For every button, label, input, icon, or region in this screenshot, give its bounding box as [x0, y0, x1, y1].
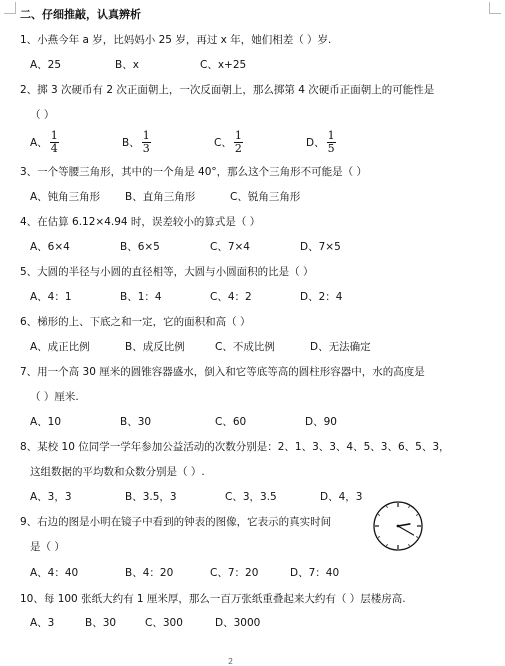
question-7-text-cont: （ ）厘米.	[30, 391, 79, 403]
fraction	[50, 130, 59, 155]
option-d[interactable]: D、2：4	[300, 291, 343, 303]
option-a[interactable]: A、4：1	[30, 291, 72, 303]
page-number: 2	[228, 657, 234, 666]
question-3-text: 3、一个等腰三角形，其中的一个角是 40°，那么这个三角形不可能是（ ）	[20, 166, 367, 178]
option-b[interactable]: B、直角三角形	[125, 191, 196, 203]
option-c[interactable]: C、7：20	[210, 567, 259, 579]
question-2-text: 2、掷 3 次硬币有 2 次正面朝上，一次反面朝上，那么掷第 4 次硬币正面朝上的可能性是	[20, 84, 435, 96]
question-10-text: 10、每 100 张纸大约有 1 厘米厚，那么一百万张纸重叠起来大约有（ ）层楼房高.	[20, 593, 406, 605]
option-a[interactable]: A、钝角三角形	[30, 191, 101, 203]
question-6-text: 6、梯形的上、下底之和一定，它的面积和高（ ）	[20, 316, 251, 328]
option-a[interactable]	[30, 130, 59, 155]
fraction	[142, 130, 151, 155]
denominator: 5	[327, 142, 335, 155]
denominator: 4	[50, 142, 58, 155]
numerator: 1	[50, 129, 58, 142]
option-c[interactable]	[214, 130, 243, 155]
mirror-clock-figure	[372, 500, 424, 552]
question-4-text: 4、在估算 6.12×4.94 时，误差较小的算式是（ ）	[20, 216, 261, 228]
option-a[interactable]: A、10	[30, 416, 62, 428]
numerator: 1	[142, 129, 150, 142]
fraction	[234, 130, 243, 155]
question-1-text: 1、小燕今年 a 岁，比妈妈小 25 岁，再过 x 年，她们相差（ ）岁.	[20, 34, 332, 46]
option-a[interactable]: A、成正比例	[30, 341, 90, 353]
fraction	[327, 130, 336, 155]
section-title: 二、仔细推敲，认真辨析	[20, 8, 141, 21]
crop-mark-top-left	[4, 2, 16, 14]
option-c[interactable]: C、4：2	[210, 291, 252, 303]
option-c[interactable]: C、x+25	[200, 59, 247, 71]
denominator: 2	[234, 142, 242, 155]
option-b[interactable]: B、30	[120, 416, 152, 428]
question-8-text-cont: 这组数据的平均数和众数分别是（ ）.	[30, 466, 205, 478]
option-b[interactable]: B、1：4	[120, 291, 162, 303]
option-a[interactable]: A、4：40	[30, 567, 79, 579]
option-c[interactable]: C、60	[215, 416, 247, 428]
option-b[interactable]: B、成反比例	[125, 341, 185, 353]
option-c[interactable]: C、300	[145, 617, 183, 629]
option-b[interactable]	[122, 130, 151, 155]
question-9-text-cont: 是（ ）	[30, 541, 65, 553]
option-label: A、	[30, 137, 48, 149]
clock-center	[397, 525, 400, 528]
option-c[interactable]: C、锐角三角形	[230, 191, 301, 203]
option-d[interactable]: D、7×5	[300, 241, 341, 253]
option-d[interactable]: D、无法确定	[310, 341, 371, 353]
option-label: D、	[306, 137, 325, 149]
option-c[interactable]: C、7×4	[210, 241, 250, 253]
option-b[interactable]: B、x	[115, 59, 139, 71]
question-2-text-cont: （ ）	[30, 109, 55, 121]
option-b[interactable]: B、3.5，3	[125, 491, 177, 503]
option-c[interactable]: C、不成比例	[215, 341, 275, 353]
option-d[interactable]	[306, 130, 336, 155]
option-a[interactable]: A、3，3	[30, 491, 72, 503]
option-d[interactable]: D、90	[305, 416, 337, 428]
numerator: 1	[327, 129, 335, 142]
option-d[interactable]: D、7：40	[290, 567, 340, 579]
question-9-text: 9、右边的图是小明在镜子中看到的钟表的图像，它表示的真实时间	[20, 516, 332, 528]
option-d[interactable]: D、3000	[215, 617, 261, 629]
question-7-text: 7、用一个高 30 厘米的圆锥容器盛水，倒入和它等底等高的圆柱形容器中，水的高度是	[20, 366, 425, 378]
option-label: C、	[214, 137, 232, 149]
option-c[interactable]: C、3，3.5	[225, 491, 277, 503]
option-a[interactable]: A、25	[30, 59, 62, 71]
option-b[interactable]: B、6×5	[120, 241, 160, 253]
option-label: B、	[122, 137, 140, 149]
denominator: 3	[142, 142, 150, 155]
option-b[interactable]: B、30	[85, 617, 117, 629]
question-8-text: 8、某校 10 位同学一学年参加公益活动的次数分别是：2、1、3、3、4、5、3、6、5、3，	[20, 441, 450, 453]
question-5-text: 5、大圆的半径与小圆的直径相等，大圆与小圆面积的比是（ ）	[20, 266, 314, 278]
crop-mark-top-right	[489, 2, 501, 14]
option-a[interactable]: A、3	[30, 617, 55, 629]
option-d[interactable]: D、4，3	[320, 491, 363, 503]
option-b[interactable]: B、4：20	[125, 567, 174, 579]
numerator: 1	[234, 129, 242, 142]
option-a[interactable]: A、6×4	[30, 241, 70, 253]
